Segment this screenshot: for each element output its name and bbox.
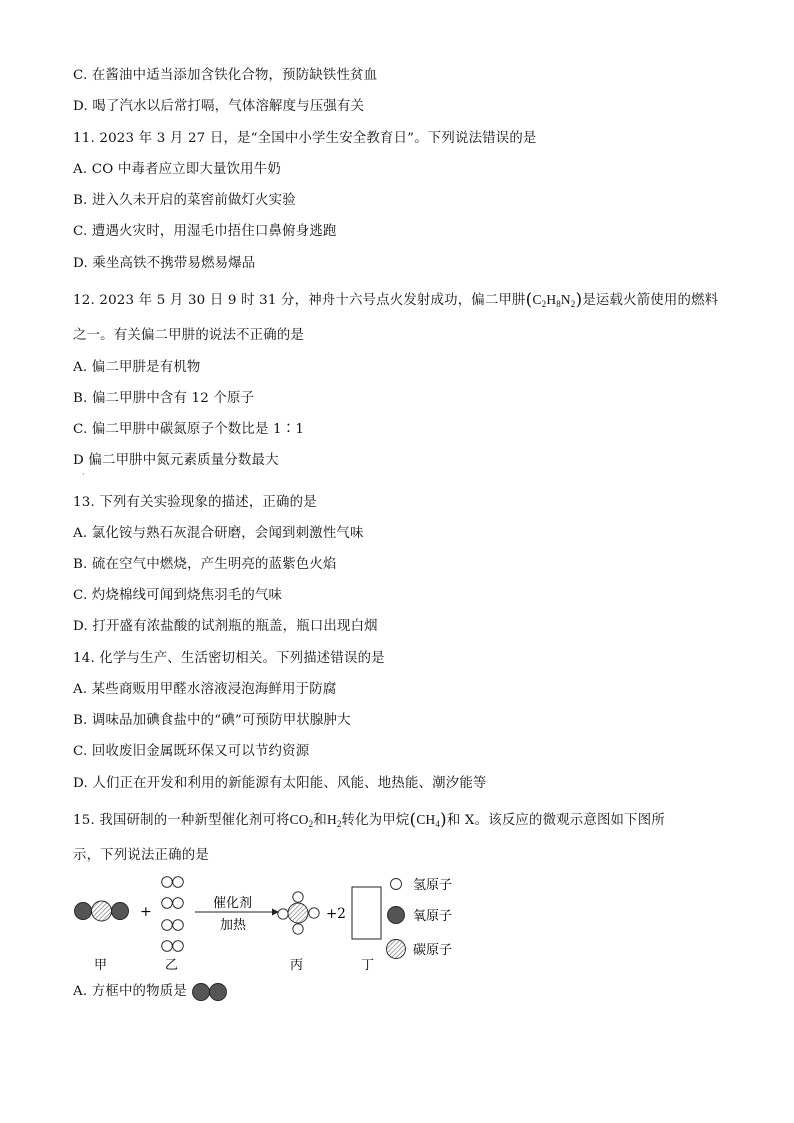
ch4-molecule [278,892,319,934]
option-12d: D 偏二甲肼中氮元素质量分数最大 [73,453,279,468]
carbon-atom [92,901,112,921]
co2-molecule [75,901,129,921]
question-15: 15. 我国研制的一种新型催化剂可将$CO_2$和$H_2$转化为甲烷$(CH_4)$和 X。该反应的微观示意图如下图所 [73,810,665,830]
hydrogen-atom [293,924,303,934]
label-bing: 丙 [290,958,304,973]
option-11a: A. CO 中毒者应立即大量饮用牛奶 [73,162,281,177]
question-15-cont: 示，下列说法正确的是 [73,848,209,863]
question-13: 13. 下列有关实验现象的描述，正确的是 [73,495,317,510]
option-10c: C. 在酱油中适当添加含铁化合物，预防缺铁性贫血 [73,68,378,83]
option-14c: C. 回收废旧金属既环保又可以节约资源 [73,744,310,759]
option-13b: B. 硫在空气中燃烧，产生明亮的蓝紫色火焰 [73,557,337,572]
label-ding: 丁 [361,958,375,973]
option-11c: C. 遭遇火灾时，用湿毛巾捂住口鼻俯身逃跑 [73,224,337,239]
oxygen-atom [112,903,129,920]
svg-text:氧原子: 氧原子 [413,909,453,924]
question-11: 11. 2023 年 3 月 27 日，是“全国中小学生安全教育日”。下列说法错误的是 [73,131,537,146]
question-12-cont: 之一。有关偏二甲肼的说法不正确的是 [73,328,305,343]
option-12c: C. 偏二甲肼中碳氮原子个数比是 1∶1 [73,422,305,437]
stray-dot: · [82,470,85,479]
option-14a: A. 某些商贩用甲醛水溶液浸泡海鲜用于防腐 [73,682,337,697]
option-12b: B. 偏二甲肼中含有 12 个原子 [73,391,255,406]
svg-text:碳原子: 碳原子 [413,943,453,958]
question-12-text: 12. 2023 年 5 月 30 日 9 时 31 分，神舟十六号点火发射成功，偏二甲肼 [73,293,526,308]
option-13c: C. 灼烧棉线可闻到烧焦羽毛的气味 [73,588,283,603]
svg-text:氢原子: 氢原子 [413,878,453,893]
option-15a: A. 方框中的物质是 [73,984,187,999]
option-11b: B. 进入久未开启的菜窖前做灯火实验 [73,193,296,208]
formula-c2h8n2: $C_2H_8N_2$ [532,292,576,309]
catalyst-label: 催化剂 [213,896,253,911]
option-14d: D. 人们正在开发和利用的新能源有太阳能、风能、地热能、潮汐能等 [73,776,487,791]
hydrogen-atom [278,909,288,919]
option-13a: A. 氯化铵与熟石灰混合研磨，会闻到刺激性气味 [73,526,364,541]
unknown-box [352,887,381,939]
option-15a-molecule [193,984,227,1001]
question-12: 12. 2023 年 5 月 30 日 9 时 31 分，神舟十六号点火发射成功，偏二甲肼$(C_2H_8N_2)$是运载火箭使用的燃料 [73,290,719,310]
reaction-arrow [195,909,279,916]
h2-molecules [162,877,184,952]
hydrogen-atom [293,892,303,902]
option-10d: D. 喝了汽水以后常打嗝，气体溶解度与压强有关 [73,99,365,114]
option-14b: B. 调味品加碘食盐中的“碘”可预防甲状腺肿大 [73,713,351,728]
coefficient-2: +2 [326,906,346,922]
oxygen-atom [75,903,92,920]
label-yi: 乙 [165,958,179,973]
label-jia: 甲 [94,958,108,973]
hydrogen-atom [309,908,319,918]
heat-label: 加热 [220,918,247,933]
plus-sign: + [140,904,152,920]
option-13d: D. 打开盛有浓盐酸的试剂瓶的瓶盖，瓶口出现白烟 [73,619,378,634]
legend-carbon-icon [387,940,406,959]
carbon-atom [288,903,308,923]
question-14: 14. 化学与生产、生活密切相关。下列描述错误的是 [73,651,385,666]
formula-h2: $H_2$ [326,812,342,829]
legend-oxygen-icon [388,907,405,924]
option-12a: A. 偏二甲肼是有机物 [73,360,201,375]
formula-ch4: $CH_4$ [416,812,441,829]
option-11d: D. 乘坐高铁不携带易燃易爆品 [73,256,256,271]
formula-co2: $CO_2$ [289,812,314,829]
legend [387,878,453,959]
legend-hydrogen-icon [391,879,402,890]
question-12-text-2: 是运载火箭使用的燃料 [582,293,719,308]
